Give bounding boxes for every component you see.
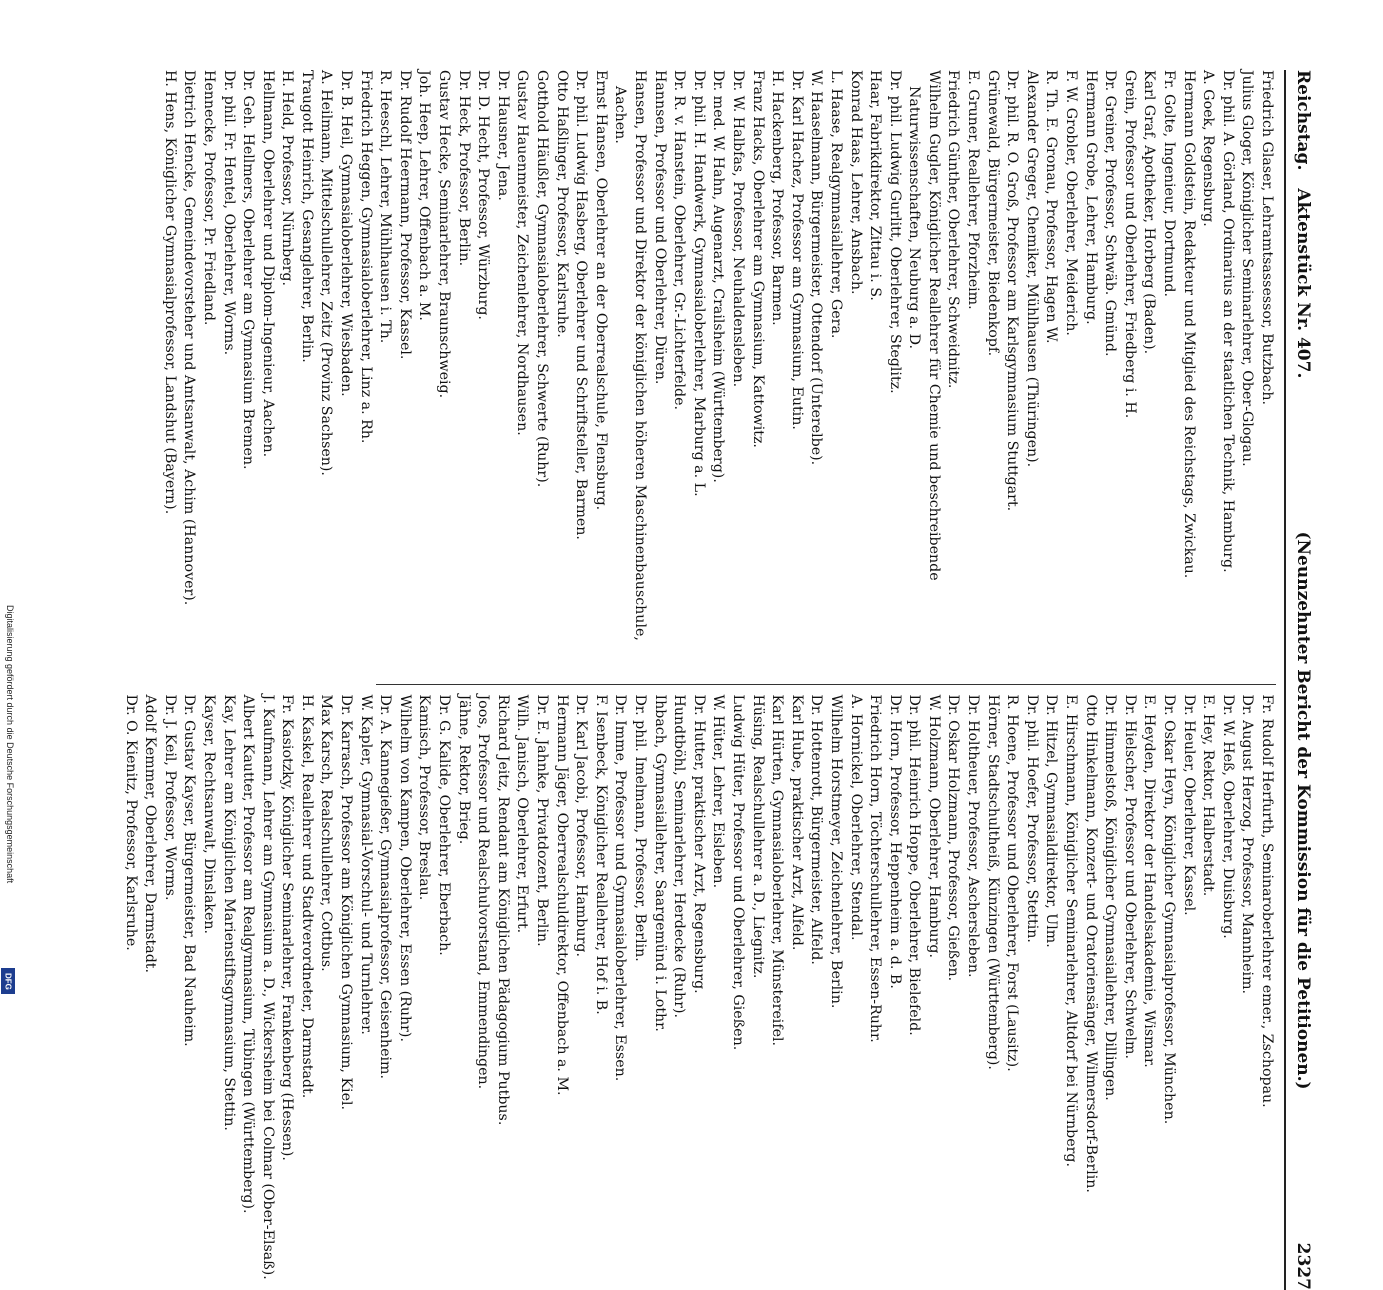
list-item: Dr. W. Halbfas, Professor, Neuhaldensleben. [727, 70, 747, 658]
list-item: Dr. Karrasch, Professor am Königlichen Gymnasium, Kiel. [336, 695, 356, 1283]
list-item: Fr. Golte, Ingenieur, Dortmund. [1158, 70, 1178, 658]
list-item: W. Hüter, Lehrer, Eisleben. [708, 695, 728, 1283]
list-item: Dietrich Hencke, Gemeindevorsteher und Amtsanwalt, Achim (Hannover). [179, 70, 199, 658]
list-item: Friedrich Heggen, Gymnasialoberlehrer, Linz a. Rh. [355, 70, 375, 658]
page-number: 2327 [1293, 1243, 1313, 1290]
list-item: Wilh. Janisch, Oberlehrer, Erfurt. [512, 695, 532, 1283]
list-item: Dr. A. Kannegießer, Gymnasialprofessor, Geisenheim. [375, 695, 395, 1283]
list-item: Dr. Hottenrott, Bürgermeister, Alfeld. [806, 695, 826, 1283]
list-item: Wilhelm Gugler, Königlicher Reallehrer für Chemie und beschreibende Naturwissenschaften, Neuburg a. D. [904, 70, 943, 658]
list-item: F. W. Grobler, Oberlehrer, Meiderich. [1060, 70, 1080, 658]
list-item: Adolf Kemmer, Oberlehrer, Darmstadt. [140, 695, 160, 1283]
list-item: Kay, Lehrer am Königlichen Marienstiftsgymnasium, Stettin. [218, 695, 238, 1283]
list-item: J. Kaufmann, Lehrer am Gymnasium a. D., Wickersheim bei Colmar (Ober-Elsaß). [257, 695, 277, 1283]
list-item: Max Karsch, Realschullehrer, Cottbus. [316, 695, 336, 1283]
list-item: Dr. Heuler, Oberlehrer, Kassel. [1178, 695, 1198, 1283]
list-item: Dr. Hielscher, Professor und Oberlehrer, Schwelm. [1119, 695, 1139, 1283]
list-item: Dr. Himmelstoß, Königlicher Gymnasiallehrer, Dillingen. [1100, 695, 1120, 1283]
list-item: E. Gruner, Reallehrer, Pforzheim. [963, 70, 983, 658]
list-item: Dr. phil. Ludwig Hasberg, Oberlehrer und Schriftsteller, Barmen. [571, 70, 591, 658]
list-item: Dr. phil. A. Görland, Ordinarius an der staatlichen Technik, Hamburg. [1217, 70, 1237, 658]
list-item: A. Heilmann, Mittelschullehrer, Zeitz (Provinz Sachsen). [316, 70, 336, 658]
list-item: Ihbach, Gymnasiallehrer, Saargemünd i. Lothr. [649, 695, 669, 1283]
list-item: Dr. phil. R. O. Groß, Professor am Karlsgymnasium Stuttgart. [1002, 70, 1022, 658]
list-item: Fr. Rudolf Herfurth, Seminaroberlehrer emer., Zschopau. [1256, 695, 1276, 1283]
list-item: Dr. Gustav Kayser, Bürgermeister, Bad Nauheim. [179, 695, 199, 1283]
list-item: Dr. Greiner, Professor, Schwäb. Gmünd. [1100, 70, 1120, 658]
list-item: Wilhelm Horstmeyer, Zeichenlehrer, Berlin. [825, 695, 845, 1283]
list-item: Ernst Hansen, Oberlehrer an der Oberrealschule, Flensburg. [590, 70, 610, 658]
list-item: E. Hey, Rektor, Halberstadt. [1198, 695, 1218, 1283]
list-item: Dr. Rudolf Heermann, Professor, Kassel. [394, 70, 414, 658]
list-item: Friedrich Horn, Töchterschullehrer, Essen-Ruhr. [865, 695, 885, 1283]
list-item: Hermann Jäger, Oberrealschuldirektor, Offenbach a. M. [551, 695, 571, 1283]
page-header [1284, 70, 1320, 1290]
list-item: Friedrich Günther, Oberlehrer, Schweidnitz. [943, 70, 963, 658]
list-item: Dr. Holtheuer, Professor, Aschersleben. [963, 695, 983, 1283]
list-item: L. Haase, Realgymnasiallehrer, Gera. [825, 70, 845, 658]
list-item: Joh. Heep, Lehrer, Offenbach a. M. [414, 70, 434, 658]
list-item: Hüsing, Realschullehrer a. D., Liegnitz. [747, 695, 767, 1283]
list-item: Kayser, Rechtsanwalt, Dinslaken. [198, 695, 218, 1283]
list-item: Hundtböhl, Seminarlehrer, Herdecke (Ruhr). [669, 695, 689, 1283]
list-item: Dr. med. W. Hahn, Augenarzt, Crailsheim (Württemberg). [708, 70, 728, 658]
header-document-number: Aktenstück Nr. 407. [1293, 188, 1313, 378]
list-item: A. Goek, Regensburg. [1198, 70, 1218, 658]
list-item: Dr. Oskar Heyn, Königlicher Gymnasialprofessor, München. [1158, 695, 1178, 1283]
list-item: Dr. B. Heil, Gymnasialoberlehrer, Wiesbaden. [336, 70, 356, 658]
list-item: F. Isenbeck, Königlicher Reallehrer, Hof i. B. [590, 695, 610, 1283]
list-item: Julius Gloger, Königlicher Seminarlehrer, Ober-Glogau. [1237, 70, 1257, 658]
list-item: Dr. phil. Heinrich Hoppe, Oberlehrer, Bielefeld. [904, 695, 924, 1283]
list-item: Dr. phil. Fr. Hentel, Oberlehrer, Worms. [218, 70, 238, 658]
list-item: Karl Hürten, Gymnasialoberlehrer, Münstereifel. [767, 695, 787, 1283]
list-item: Traugott Heinrich, Gesanglehrer, Berlin. [296, 70, 316, 658]
list-item: H. Held, Professor, Nürnberg. [277, 70, 297, 658]
list-item: Fr. Kasiotzky, Königlicher Seminarlehrer, Frankenberg (Hessen). [277, 695, 297, 1283]
list-item: Dr. Karl Hachez, Professor am Gymnasium, Eutin. [786, 70, 806, 658]
list-item: Konrad Haas, Lehrer, Ansbach. [845, 70, 865, 658]
list-item: Dr. phil. Imelmann, Professor, Berlin. [629, 695, 649, 1283]
list-item: E. Heyden, Direktor der Handelsakademie, Wismar. [1139, 695, 1159, 1283]
list-item: Alexander Greger, Chemiker, Mühlhausen (Thüringen). [1021, 70, 1041, 658]
list-item: Dr. phil. Ludwig Gurlitt, Oberlehrer, Steglitz. [884, 70, 904, 658]
list-item: Hennecke, Professor, Pr. Friedland. [198, 70, 218, 658]
list-item: Dr. E. Jahnke, Privatdozent, Berlin. [531, 695, 551, 1283]
list-item: Wilhelm von Kampen, Oberlehrer, Essen (Ruhr). [394, 695, 414, 1283]
list-item: Dr. Geh. Hellmers, Oberlehrer am Gymnasium Bremen. [238, 70, 258, 658]
list-item: Dr. Karl Jacobi, Professor, Hamburg. [571, 695, 591, 1283]
header-publication: Reichstag. [1293, 70, 1313, 170]
header-title: (Neunzehnter Bericht der Kommission für die Petitionen.) [1293, 531, 1313, 1089]
list-item: Hörner, Stadtschultheiß, Künzingen (Württemberg). [982, 695, 1002, 1283]
list-item: Hansen, Professor und Direktor der königlichen höheren Maschinenbauschule, Aachen. [610, 70, 649, 658]
list-item: Grünewald, Bürgermeister, Biedenkopf. [982, 70, 1002, 658]
list-item: Dr. Oskar Holzmann, Professor, Gießen. [943, 695, 963, 1283]
list-item: Kamisch, Professor, Breslau. [414, 695, 434, 1283]
rotated-sheet [100, 70, 1320, 1010]
list-item: H. Hens, Königlicher Gymnasialprofessor, Landshut (Bayern). [159, 70, 179, 658]
list-item: Dr. August Herzog, Professor, Mannheim. [1237, 695, 1257, 1283]
list-item: Dr. W. Heß, Oberlehrer, Duisburg. [1217, 695, 1237, 1283]
list-item: H. Hackenberg, Professor, Barmen. [767, 70, 787, 658]
list-item: Ludwig Hüter, Professor und Oberlehrer, Gießen. [727, 695, 747, 1283]
list-item: R. Th. E. Gronau, Professor, Hagen W. [1041, 70, 1061, 658]
list-item: Hermann Grobe, Lehrer, Hamburg. [1080, 70, 1100, 658]
list-item: R. Heeschl, Lehrer, Mühlhausen i. Th. [375, 70, 395, 658]
list-item: Hellmann, Oberlehrer und Diplom-Ingenieur, Aachen. [257, 70, 277, 658]
list-item: Karl Graf, Apotheker, Horberg (Baden). [1139, 70, 1159, 658]
list-item: Dr. Hitzel, Gymnasialdirektor, Ulm. [1041, 695, 1061, 1283]
column-right [376, 684, 1276, 1290]
list-item: Dr. phil. Hoefer, Professor, Stettin. [1021, 695, 1041, 1283]
digitization-note [1, 605, 17, 995]
list-item: Otto Hinkelmann, Konzert- und Oratoriensänger, Wilmersdorf-Berlin. [1080, 695, 1100, 1283]
header-left [1293, 70, 1313, 378]
list-item: Dr. Heck, Professor, Berlin. [453, 70, 473, 658]
list-item: Albert Kautter, Professor am Realgymnasium, Tübingen (Württemberg). [238, 695, 258, 1283]
list-item: Gustav Hauenmeister, Zeichenlehrer, Nordhausen. [512, 70, 532, 658]
list-item: Gustav Hecke, Seminarlehrer, Braunschweig. [433, 70, 453, 658]
document-page [100, 70, 1320, 1290]
list-item: Dr. phil. H. Handwerk, Gymnasialoberlehrer, Marburg a. L. [688, 70, 708, 658]
list-item: Grein, Professor und Oberlehrer, Friedberg i. H. [1119, 70, 1139, 658]
list-item: W. Holzmann, Oberlehrer, Hamburg. [923, 695, 943, 1283]
list-item: Dr. D. Hecht, Professor, Würzburg. [473, 70, 493, 658]
column-left [376, 70, 1276, 666]
list-item: Dr. Imme, Professor und Gymnasialoberlehrer, Essen. [610, 695, 630, 1283]
list-item: Hermann Goldstein, Redakteur und Mitglied des Reichstags, Zwickau. [1178, 70, 1198, 658]
list-item: Dr. Hausner, Jena. [492, 70, 512, 658]
list-item: H. Kaskel, Reallehrer und Stadtverordneter, Darmstadt. [296, 695, 316, 1283]
list-item: Dr. Horn, Professor, Heppenheim a. d. B. [884, 695, 904, 1283]
list-item: W. Haaselmann, Bürgermeister, Ottendorf (Unterelbe). [806, 70, 826, 658]
text-columns [376, 70, 1276, 1290]
list-item: Dr. R. v. Hanstein, Oberlehrer, Gr.-Lichterfelde. [669, 70, 689, 658]
list-item: Gotthold Häußler, Gymnasialoberlehrer, Schwerte (Ruhr). [531, 70, 551, 658]
list-item: Franz Hacks, Oberlehrer am Gymnasium, Kattowitz. [747, 70, 767, 658]
dfg-logo-badge: DFG [1, 968, 15, 994]
list-item: Dr. G. Kalide, Oberlehrer, Eberbach. [433, 695, 453, 1283]
list-item: R. Hoene, Professor und Oberlehrer, Forst (Lausitz). [1002, 695, 1022, 1283]
list-item: E. Hirschmann, Königlicher Seminarlehrer, Altdorf bei Nürnberg. [1060, 695, 1080, 1283]
list-item: Dr. O. Kienitz, Professor, Karlsruhe. [120, 695, 140, 1283]
list-item: Joos, Professor und Realschulvorstand, Emmendingen. [473, 695, 493, 1283]
list-item: Friedrich Glaser, Lehramtsassessor, Butzbach. [1256, 70, 1276, 658]
list-item: Dr. Hutter, praktischer Arzt, Regensburg. [688, 695, 708, 1283]
list-item: Karl Hube, praktischer Arzt, Alfeld. [786, 695, 806, 1283]
list-item: Dr. J. Keil, Professor, Worms. [159, 695, 179, 1283]
list-item: Jähne, Rektor, Brieg. [453, 695, 473, 1283]
list-item: A. Hornickel, Oberlehrer, Stendal. [845, 695, 865, 1283]
list-item: Haar, Fabrikdirektor, Zittau i. S. [865, 70, 885, 658]
digitization-note-text: Digitalisierung gefördert durch die Deutsche Forschungsgemeinschaft [5, 605, 15, 985]
list-item: Hannsen, Professor und Oberlehrer, Düren. [649, 70, 669, 658]
list-item: W. Kapler, Gymnasial-Vorschul- und Turnlehrer. [355, 695, 375, 1283]
list-item: Otto Haßlinger, Professor, Karlsruhe. [551, 70, 571, 658]
list-item: Richard Jeitz, Rendant am Königlichen Pädagogium Putbus. [492, 695, 512, 1283]
